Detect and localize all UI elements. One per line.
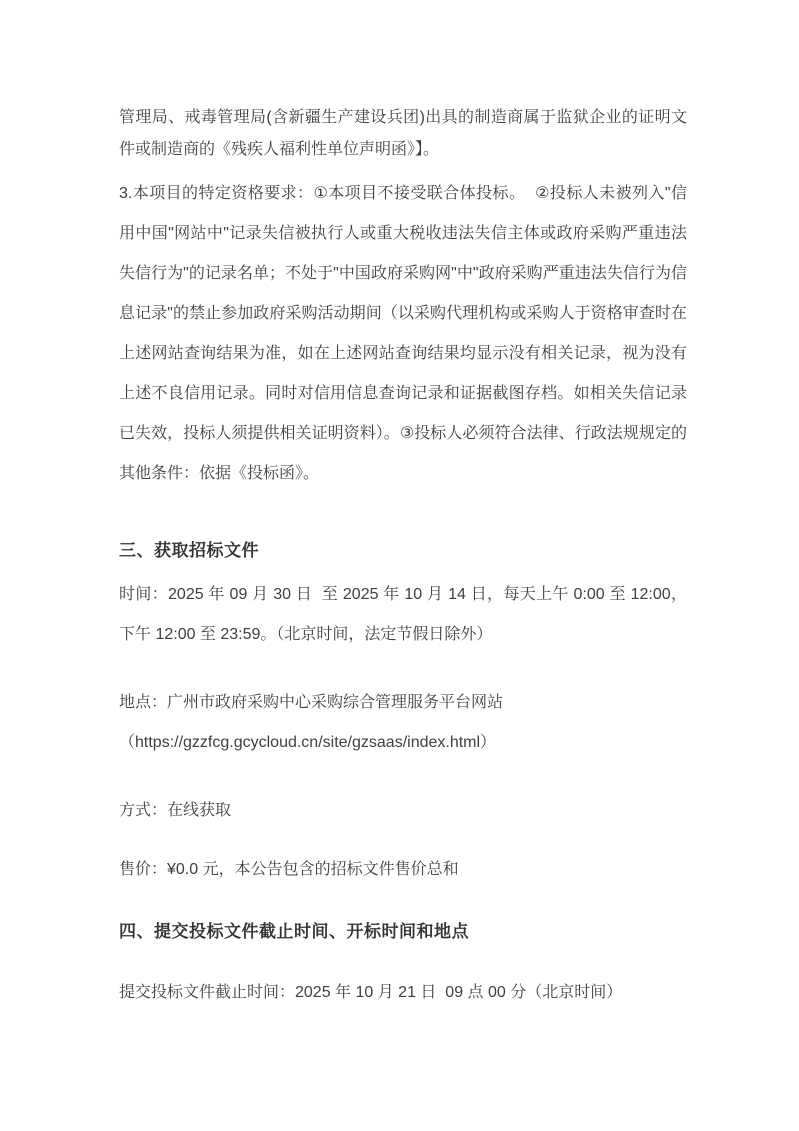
- paragraph-method: 方式：在线获取: [119, 802, 232, 819]
- section-heading-submission-deadline: 四、提交投标文件截止时间、开标时间和地点: [119, 922, 469, 941]
- paragraph-location: [119, 683, 687, 763]
- paragraph-qualification-requirements: 3.本项目的特定资格要求：①本项目不接受联合体投标。 ②投标人未被列入"信用中国"网站中"记录失信被执行人或重大税收违法失信主体或政府采购严重违法失信行为"的记录名单；不处于"中国政府采购网"中"政府采购严重违法失信行为信息记录"的禁止参加政府采购活动期间（以采购代理机构或采购人于资格审查时在上述网站查询结果为准，如在上述网站查询结果均显示没有相关记录，视为没有上述不良信用记录。同时对信用信息查询记录和证据截图存档。如相关失信记录已失效，投标人须提供相关证明资料）。③投标人必须符合法律、行政法规规定的其他条件：依据《投标函》。: [119, 185, 687, 482]
- document-content: [119, 0, 687, 1013]
- paragraph-continuation: 管理局、戒毒管理局(含新疆生产建设兵团)出具的制造商属于监狱企业的证明文件或制造商的《残疾人福利性单位声明函》】。: [119, 109, 687, 158]
- location-text: 地点：广州市政府采购中心采购综合管理服务平台网站: [119, 694, 504, 711]
- paragraph-price: 售价：¥0.0 元，本公告包含的招标文件售价总和: [119, 861, 459, 878]
- section-heading-obtain-bid-documents: 三、获取招标文件: [119, 541, 259, 560]
- location-url-text: （https://gzzfcg.gcycloud.cn/site/gzsaas/index.html）: [119, 734, 497, 751]
- paragraph-submission-deadline: 提交投标文件截止时间：2025 年 10 月 21 日 09 点 00 分（北京时间）: [119, 984, 623, 1001]
- paragraph-time-range: 时间：2025 年 09 月 30 日 至 2025 年 10 月 14 日，每天上午 0:00 至 12:00，下午 12:00 至 23:59。（北京时间，法定节假日除外）: [119, 586, 687, 643]
